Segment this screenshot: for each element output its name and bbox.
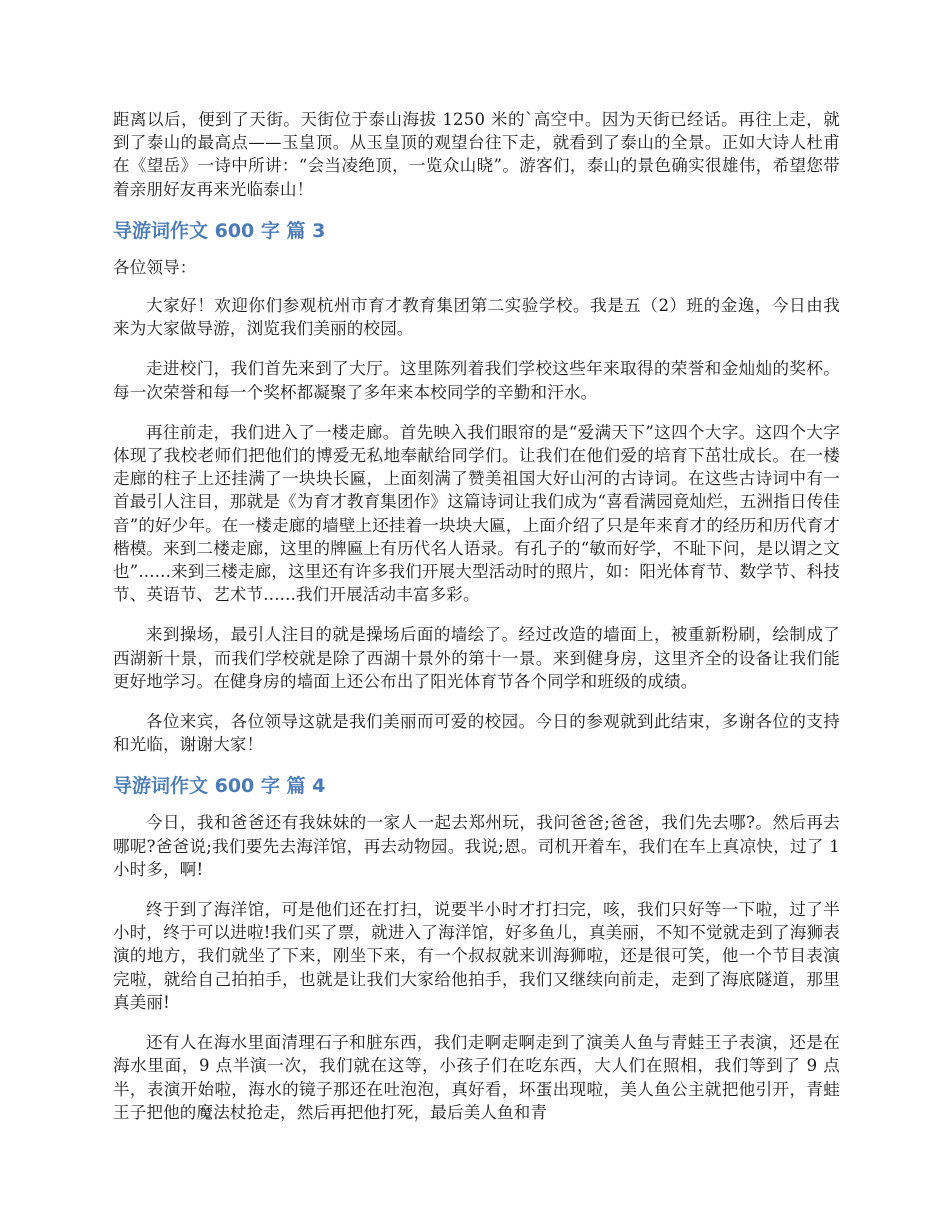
section-4-paragraph: 还有人在海水里面清理石子和脏东西，我们走啊走啊走到了演美人鱼与青蛙王子表演，还是在海水里面，9 点半演一次，我们就在这等，小孩子们在吃东西，大人们在照相，我们等到了 9 点半，表演开始啦，海水的镜子那还在吐泡泡，真好看，坏蛋出现啦，美人鱼公主就把他引开，青蛙王子把他的魔法杖抢走，然后再把他打死，最后美人鱼和青 <box>113 1033 840 1122</box>
intro-tail-paragraph: 距离以后，便到了天街。天街位于泰山海拔 1250 米的`高空中。因为天街已经话。再往上走，就到了泰山的最高点——玉皇顶。从玉皇顶的观望台往下走，就看到了泰山的全景。正如大诗人杜甫在《望岳》一诗中所讲：“会当凌绝顶，一览众山晓”。游客们，泰山的景色确实很雄伟，希望您带着亲朋好友再来光临泰山！ <box>113 110 840 199</box>
section-3-heading: 导游词作文 600 字 篇 3 <box>113 219 326 242</box>
section-3-greeting: 各位领导： <box>113 257 197 277</box>
section-4-paragraph: 终于到了海洋馆，可是他们还在打扫，说要半小时才打扫完，咳，我们只好等一下啦，过了半小时，终于可以进啦!我们买了票，就进入了海洋馆，好多鱼儿，真美丽，不知不觉就走到了海狮表演的地方，我们就坐了下来，刚坐下来，有一个叔叔就来训海狮啦，还是很可笑，他一个节目表演完啦，就给自己拍拍手，也就是让我们大家给他拍手，我们又继续向前走，走到了海底隧道，那里真美丽! <box>113 900 840 1012</box>
section-3-paragraph: 再往前走，我们进入了一楼走廊。首先映入我们眼帘的是“爱满天下”这四个大字。这四个大字体现了我校老师们把他们的博爱无私地奉献给同学们。让我们在他们爱的培育下茁壮成长。在一楼走廊的柱子上还挂满了一块块长匾，上面刻满了赞美祖国大好山河的古诗词。在这些古诗词中有一首最引人注目，那就是《为育才教育集团作》这篇诗词让我们成为“喜看满园竟灿烂，五洲指日传佳音”的好少年。在一楼走廊的墙壁上还挂着一块块大匾，上面介绍了只是年来育才的经历和历代育才楷模。来到二楼走廊，这里的牌匾上有历代名人语录。有孔子的“敏而好学，不耻下问，是以谓之文也”......来到三楼走廊，这里还有许多我们开展大型活动时的照片，如：阳光体育节、数学节、科技节、英语节、艺术节......我们开展活动丰富多彩。 <box>113 422 840 605</box>
section-3-paragraph: 走进校门，我们首先来到了大厅。这里陈列着我们学校这些年来取得的荣誉和金灿灿的奖杯。每一次荣誉和每一个奖杯都凝聚了多年来本校同学的辛勤和汗水。 <box>113 359 840 402</box>
section-3-paragraph: 来到操场，最引人注目的就是操场后面的墙绘了。经过改造的墙面上，被重新粉刷，绘制成了西湖新十景，而我们学校就是除了西湖十景外的第十一景。来到健身房，这里齐全的设备让我们能更好地学习。在健身房的墙面上还公布出了阳光体育节各个同学和班级的成绩。 <box>113 625 840 691</box>
section-4-heading: 导游词作文 600 字 篇 4 <box>113 775 326 798</box>
section-3-paragraph: 各位来宾，各位领导这就是我们美丽而可爱的校园。今日的参观就到此结束，多谢各位的支持和光临，谢谢大家！ <box>113 712 840 755</box>
section-3-paragraph: 大家好！欢迎你们参观杭州市育才教育集团第二实验学校。我是五（2）班的金逸，今日由我来为大家做导游，浏览我们美丽的校园。 <box>113 296 840 339</box>
section-4-paragraph: 今日，我和爸爸还有我妹妹的一家人一起去郑州玩，我问爸爸;爸爸，我们先去哪?。然后再去哪呢?爸爸说;我们要先去海洋馆，再去动物园。我说;恩。司机开着车，我们在车上真凉快，过了 1 小时多，啊! <box>113 813 840 879</box>
document-page <box>113 108 840 1141</box>
